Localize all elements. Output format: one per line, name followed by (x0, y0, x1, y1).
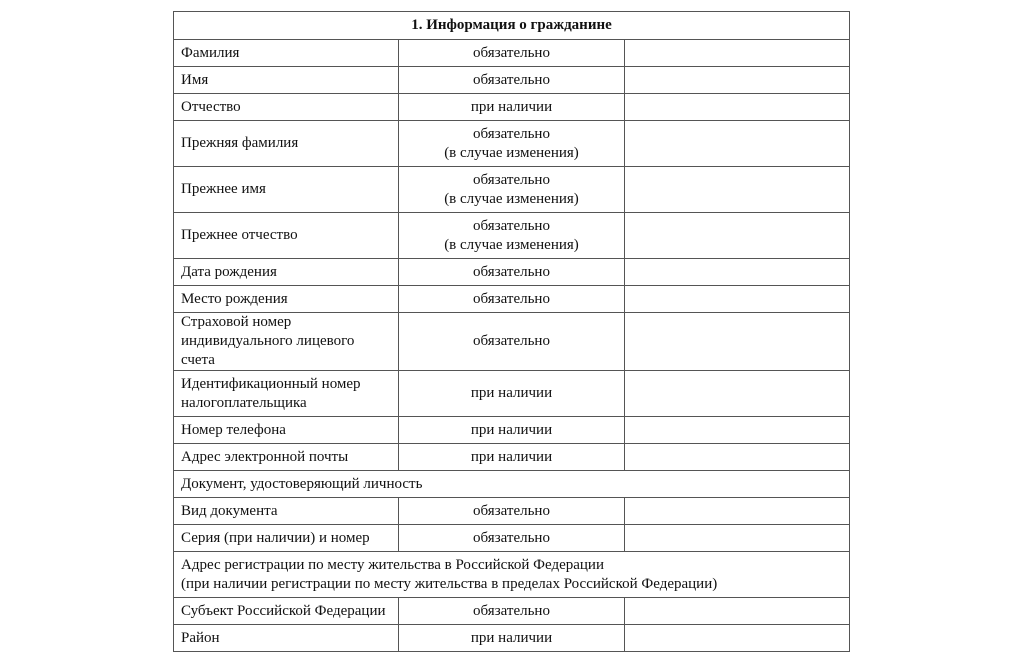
row-label: Серия (при наличии) и номер (174, 525, 399, 552)
address-section-row (174, 552, 850, 598)
table-row-email (174, 444, 850, 471)
label-line: налогоплательщика (181, 394, 307, 411)
section-title: 1. Информация о гражданине (174, 12, 850, 40)
table-row-patronymic (174, 94, 850, 121)
address-section-heading (174, 552, 850, 598)
row-label: Вид документа (174, 498, 399, 525)
row-requirement: при наличии (399, 417, 624, 444)
row-value-cell (624, 94, 849, 121)
label-line: Страховой номер (181, 314, 292, 330)
row-value-cell (624, 167, 849, 213)
row-value-cell (624, 259, 849, 286)
row-requirement: при наличии (399, 625, 624, 652)
row-value-cell (624, 371, 849, 417)
row-label (174, 313, 399, 371)
row-label: Фамилия (174, 40, 399, 67)
requirement-line: обязательно (473, 217, 550, 234)
row-requirement: обязательно (399, 40, 624, 67)
row-requirement: обязательно (399, 313, 624, 371)
row-requirement: при наличии (399, 94, 624, 121)
row-value-cell (624, 213, 849, 259)
requirement-line: (в случае изменения) (444, 144, 579, 161)
table-row-birth-date (174, 259, 850, 286)
table-row-federal-subject (174, 598, 850, 625)
row-label: Отчество (174, 94, 399, 121)
row-requirement: обязательно (399, 286, 624, 313)
row-label: Прежнее имя (174, 167, 399, 213)
label-line: Идентификационный номер (181, 375, 361, 392)
row-label: Имя (174, 67, 399, 94)
row-label: Район (174, 625, 399, 652)
citizen-info-table (173, 11, 850, 652)
row-value-cell (624, 286, 849, 313)
row-value-cell (624, 417, 849, 444)
requirement-line: обязательно (473, 171, 550, 188)
row-value-cell (624, 121, 849, 167)
address-heading-line: Адрес регистрации по месту жительства в Российской Федерации (181, 556, 604, 573)
table-row-district (174, 625, 850, 652)
table-row-name (174, 67, 850, 94)
row-requirement: обязательно (399, 598, 624, 625)
table-row-former-patronymic (174, 213, 850, 259)
row-requirement: обязательно (399, 525, 624, 552)
row-label (174, 371, 399, 417)
requirement-line: (в случае изменения) (444, 190, 579, 207)
requirement-line: (в случае изменения) (444, 236, 579, 253)
document-section-row (174, 471, 850, 498)
table-row-former-name (174, 167, 850, 213)
row-value-cell (624, 444, 849, 471)
row-requirement: обязательно (399, 67, 624, 94)
table-row-phone (174, 417, 850, 444)
row-value-cell (624, 313, 849, 371)
row-label: Адрес электронной почты (174, 444, 399, 471)
row-label: Прежняя фамилия (174, 121, 399, 167)
row-requirement (399, 213, 624, 259)
row-label: Дата рождения (174, 259, 399, 286)
table-row-document-number (174, 525, 850, 552)
table-row-birth-place (174, 286, 850, 313)
row-value-cell (624, 598, 849, 625)
table-row-former-surname (174, 121, 850, 167)
requirement-line: обязательно (473, 125, 550, 142)
row-value-cell (624, 67, 849, 94)
row-label: Прежнее отчество (174, 213, 399, 259)
row-value-cell (624, 625, 849, 652)
table-row-surname (174, 40, 850, 67)
section-title-row (174, 12, 850, 40)
row-label: Субъект Российской Федерации (174, 598, 399, 625)
row-label: Место рождения (174, 286, 399, 313)
table-row-inn (174, 371, 850, 417)
address-heading-line: (при наличии регистрации по месту жительства в пределах Российской Федерации) (181, 575, 718, 592)
label-line: индивидуального лицевого счета (181, 333, 355, 368)
row-requirement: обязательно (399, 498, 624, 525)
row-label: Номер телефона (174, 417, 399, 444)
table-row-snils (174, 313, 850, 371)
row-requirement: при наличии (399, 444, 624, 471)
row-requirement: при наличии (399, 371, 624, 417)
row-requirement: обязательно (399, 259, 624, 286)
row-value-cell (624, 525, 849, 552)
row-requirement (399, 121, 624, 167)
table-row-document-type (174, 498, 850, 525)
row-requirement (399, 167, 624, 213)
document-section-heading: Документ, удостоверяющий личность (174, 471, 850, 498)
row-value-cell (624, 40, 849, 67)
row-value-cell (624, 498, 849, 525)
